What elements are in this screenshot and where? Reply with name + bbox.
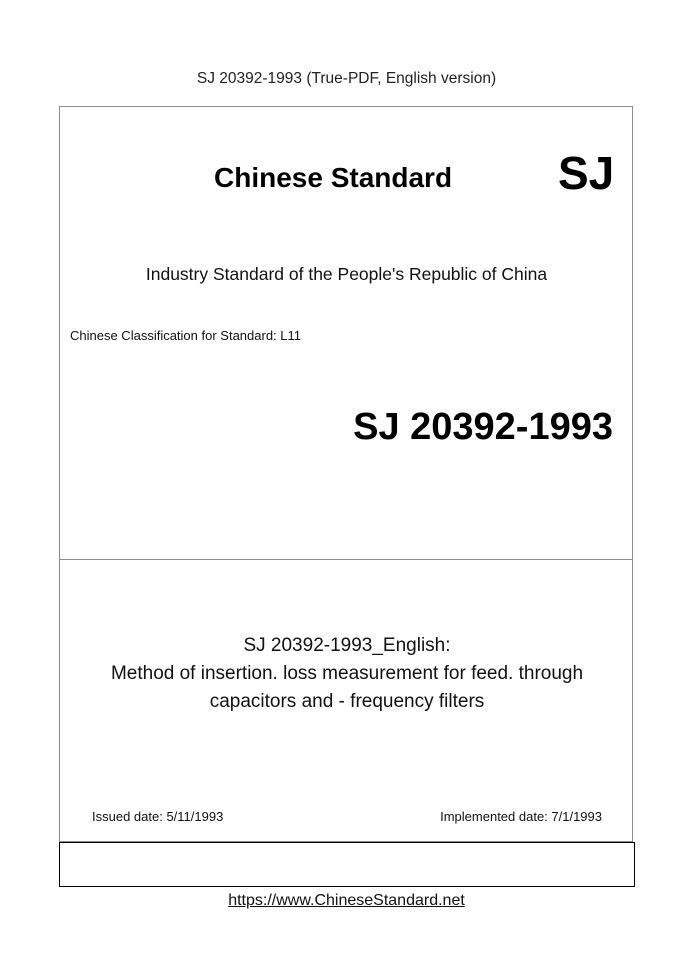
- standard-number: SJ 20392-1993: [353, 406, 613, 448]
- document-title-line: Method of insertion. loss measurement for feed. through: [110, 663, 584, 684]
- implemented-date: Implemented date: 7/1/1993: [440, 809, 602, 824]
- document-title-line: capacitors and - frequency filters: [209, 691, 485, 712]
- website-footer: [0, 892, 693, 910]
- cover-footer-box: [59, 842, 635, 887]
- document-title: [60, 632, 634, 716]
- industry-standard-line: Industry Standard of the People's Republic of China: [145, 264, 548, 284]
- issued-date: Issued date: 5/11/1993: [92, 809, 224, 824]
- document-title-line: SJ 20392-1993_English:: [243, 635, 451, 656]
- classification-line: Chinese Classification for Standard: L11: [70, 328, 301, 343]
- standard-code-badge: SJ: [558, 147, 615, 199]
- cover-title: Chinese Standard: [214, 162, 453, 193]
- running-header: SJ 20392-1993 (True-PDF, English version): [196, 70, 497, 87]
- website-link[interactable]: https://www.ChineseStandard.net: [228, 892, 465, 909]
